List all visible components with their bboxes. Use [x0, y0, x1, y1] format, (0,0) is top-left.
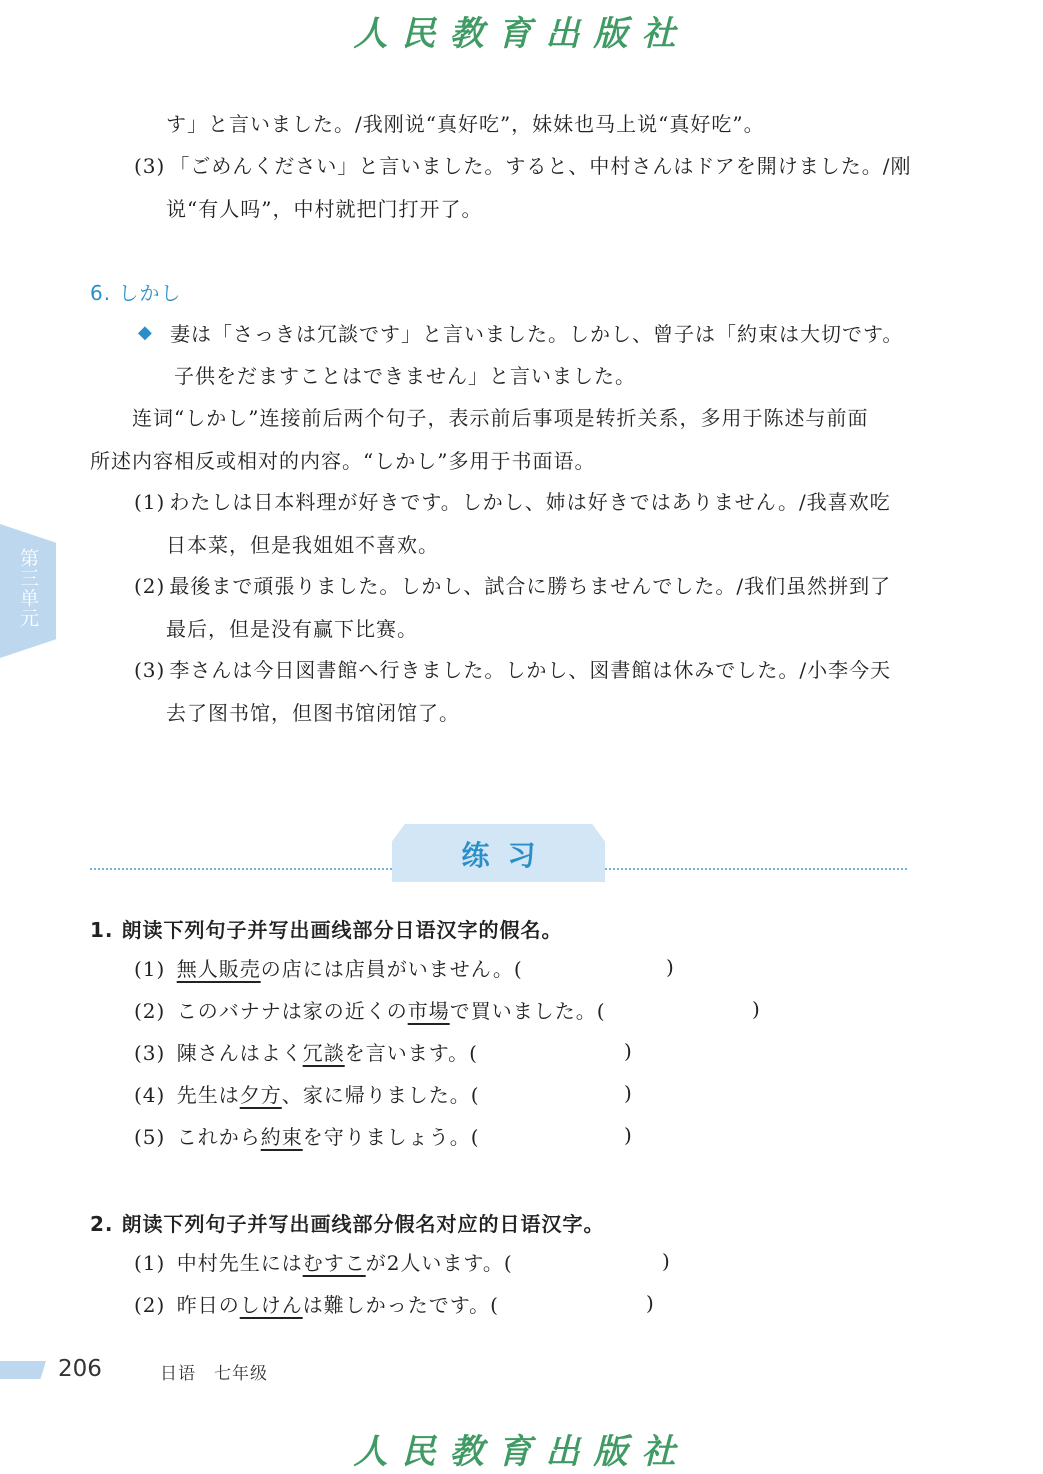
item-number: (1) — [134, 1251, 166, 1275]
item-text: で買いました。( — [449, 999, 606, 1023]
divider — [90, 868, 392, 870]
item-number: (3) — [134, 658, 166, 682]
underlined-word: 無人販売 — [176, 957, 261, 981]
item-number: (3) — [134, 154, 166, 178]
example-sentence: 妻は「さっきは冗談です」と言いました。しかし、曾子は「約束は大切です。 — [170, 322, 904, 346]
item-text: を言います。( — [344, 1041, 478, 1065]
example-sentence: 子供をだますことはできません」と言いました。 — [174, 364, 636, 388]
item-number: (2) — [134, 1293, 166, 1317]
question-item — [134, 1123, 480, 1151]
list-item — [134, 572, 891, 600]
item-text: 陳さんはよく — [176, 1041, 303, 1065]
item-number: (1) — [134, 490, 166, 514]
question-item — [134, 1291, 499, 1319]
page-number: 206 — [58, 1356, 102, 1382]
text-line: 说“有人吗”，中村就把门打开了。 — [166, 197, 483, 221]
item-text: を守りましょう。( — [302, 1125, 480, 1149]
answer-blank-close: ) — [662, 1249, 670, 1273]
question-heading: 2. 朗读下列句子并写出画线部分假名对应的日语汉字。 — [90, 1212, 605, 1236]
underlined-word: 冗談 — [302, 1041, 345, 1065]
answer-blank-close: ) — [666, 955, 674, 979]
item-number: (5) — [134, 1125, 166, 1149]
text-line: 去了图书馆，但图书馆闭馆了。 — [166, 701, 460, 725]
item-number: (1) — [134, 957, 166, 981]
underlined-word: 夕方 — [239, 1083, 282, 1107]
item-text: 中村先生には — [176, 1251, 303, 1275]
diamond-bullet-icon: ◆ — [138, 322, 152, 343]
unit-side-tab-label: 第三单元 — [17, 548, 39, 628]
underlined-word: むすこ — [302, 1251, 366, 1275]
item-number: (2) — [134, 999, 166, 1023]
underlined-word: 約束 — [260, 1125, 303, 1149]
question-item — [134, 1249, 513, 1277]
item-text: わたしは日本料理が好きです。しかし、姉は好きではありません。/我喜欢吃 — [169, 490, 891, 514]
text-line: す」と言いました。/我刚说“真好吃”，妹妹也马上说“真好吃”。 — [166, 112, 765, 136]
item-text: これから — [176, 1125, 261, 1149]
underlined-word: しけん — [239, 1293, 303, 1317]
divider — [605, 868, 907, 870]
answer-blank-close: ) — [646, 1291, 654, 1315]
item-text: の店には店員がいません。( — [260, 957, 523, 981]
item-text: 李さんは今日図書館へ行きました。しかし、図書館は休みでした。/小李今天 — [169, 658, 892, 682]
question-item — [134, 997, 606, 1025]
answer-blank-close: ) — [624, 1081, 632, 1105]
list-item — [134, 152, 911, 180]
item-text: このバナナは家の近くの — [176, 999, 408, 1023]
text-line: 最后，但是没有赢下比赛。 — [166, 617, 418, 641]
item-text: 、家に帰りました。( — [281, 1083, 480, 1107]
list-item — [134, 656, 891, 684]
answer-blank-close: ) — [624, 1123, 632, 1147]
question-item — [134, 1039, 478, 1067]
explanation-text: 连词“しかし”连接前后两个句子，表示前后事项是转折关系，多用于陈述与前面 — [132, 406, 869, 430]
book-title: 日语 七年级 — [160, 1364, 268, 1384]
list-item — [134, 488, 891, 516]
section-heading: 6. しかし — [90, 281, 182, 305]
explanation-text: 所述内容相反或相对的内容。“しかし”多用于书面语。 — [90, 449, 596, 473]
item-text: 最後まで頑張りました。しかし、試合に勝ちませんでした。/我们虽然拼到了 — [169, 574, 892, 598]
item-text: 昨日の — [176, 1293, 240, 1317]
question-item — [134, 1081, 480, 1109]
answer-blank-close: ) — [624, 1039, 632, 1063]
item-text: 先生は — [176, 1083, 240, 1107]
publisher-logo: 人民教育出版社 — [353, 1432, 690, 1472]
question-item — [134, 955, 523, 983]
text-line: 日本菜，但是我姐姐不喜欢。 — [166, 533, 439, 557]
item-number: (3) — [134, 1041, 166, 1065]
question-heading: 1. 朗读下列句子并写出画线部分日语汉字的假名。 — [90, 918, 563, 942]
item-number: (4) — [134, 1083, 166, 1107]
footer-accent-bar — [0, 1361, 46, 1379]
answer-blank-close: ) — [752, 997, 760, 1021]
item-text: が2人います。( — [365, 1251, 513, 1275]
item-text: 「ごめんください」と言いました。すると、中村さんはドアを開けました。/刚 — [169, 154, 912, 178]
exercise-title: 练习 — [461, 839, 554, 872]
item-number: (2) — [134, 574, 166, 598]
publisher-logo: 人民教育出版社 — [353, 14, 690, 54]
underlined-word: 市場 — [407, 999, 450, 1023]
item-text: は難しかったです。( — [302, 1293, 499, 1317]
